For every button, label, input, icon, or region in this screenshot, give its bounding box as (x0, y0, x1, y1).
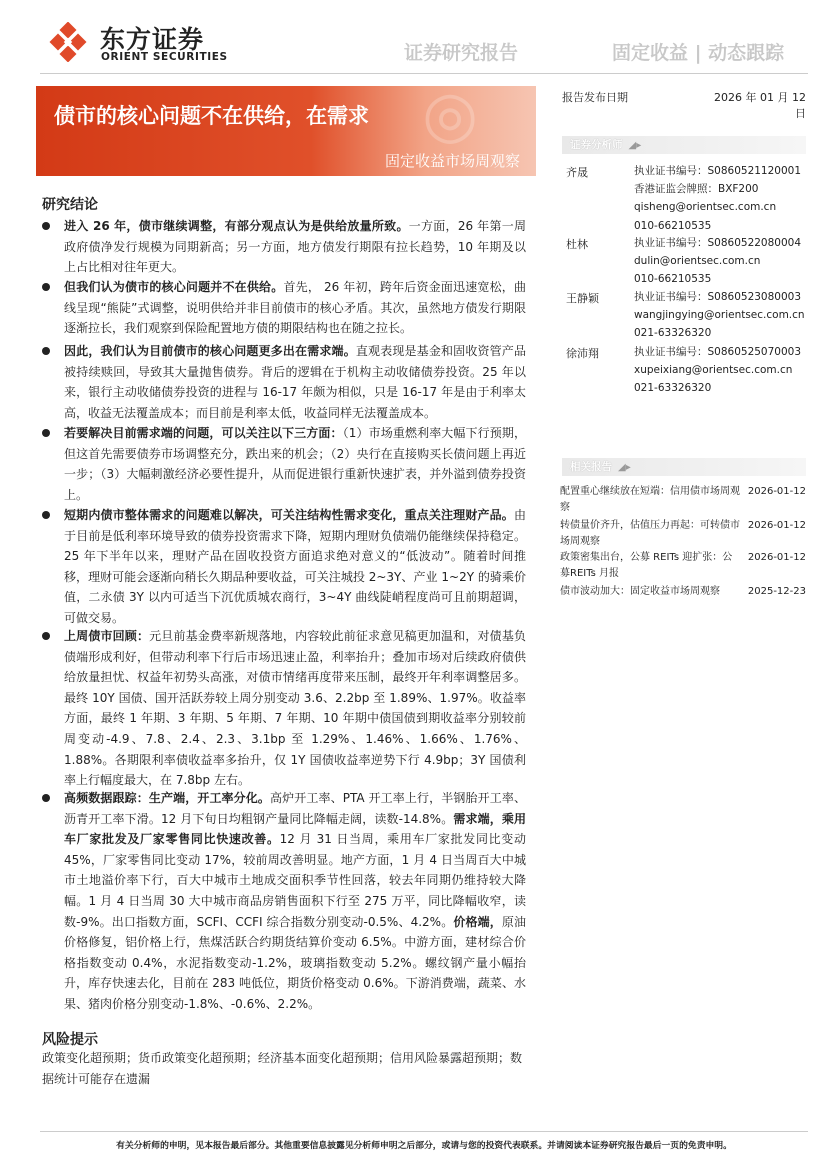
risk-title: 风险提示 (42, 1032, 98, 1048)
analyst-info-line: qisheng@orientsec.com.cn (634, 201, 777, 214)
analyst-name: 王静颖 (566, 292, 599, 305)
paragraph-lead: 高频数据跟踪：生产端，开工率分化。 (64, 791, 271, 805)
related-report-title[interactable]: 转债量价齐升，估值压力再起：可转债市场周观察 (560, 520, 740, 547)
paragraph-text: 12 月 31 日当周，乘用车厂家批发同比变动 45%，厂家零售同比变动 17%，较前周改善明显。地产方面，1 月 4 日当周百大中城市土地溢价率下行，百大中城市土地成交面积季节性回落，较去年同期仍维持较大降幅。1 月 4 日当周 30 大中城市商品房销售面积下行至 275 万平，同比降幅收窄，读数-9%。出口指数方面，SCFI、CCFI 综合指数分别变动-0.5%、4.2%。 (64, 832, 526, 929)
paragraph-text: 原油价格修复，铝价格上行，焦煤活跃合约期货结算价变动 6.5%。中游方面，建材综合价格指数变动 0.4%，水泥指数变动-1.2%，玻璃指数变动 5.2%。螺纹钢产量小幅抬升，库存快速去化，目前在 283 吨低位，期货价格变动 0.6%。下游消费端，蔬菜、水果、猪肉价格分别变动-1.8%、-0.6%、2.2%。 (64, 914, 526, 1011)
paragraph-lead: 价格端， (453, 914, 502, 929)
bullet-icon (42, 632, 50, 640)
analyst-info-line: 香港证监会牌照：BXF200 (634, 183, 759, 196)
paragraph-text: 首先， 26 年初，跨年后资金面迅速宽松，曲线呈现“熊陡”式调整，说明供给并非目前债市的核心矛盾。其次，虽然地方债发行期限逐渐拉长，我们观察到保险配置地方债的期限结构也在随之拉长。 (64, 280, 526, 336)
analyst-info-line: 010-66210535 (634, 273, 712, 286)
paragraph-text: 一方面，26 年第一周政府债净发行规模为同期新高；另一方面，地方债发行期限有拉长趋势，10 年期及以上占比相对往年更大。 (64, 219, 526, 275)
dots-icon: ◢▸ (618, 462, 631, 473)
paragraph-text: 由于目前是低利率环境导致的债券投资需求下降，短期内理财负债端仍能继续保持稳定。25 年下半年以来，理财产品在固收投资方面追求绝对意义的“低波动”。随着时间推移，理财可能会逐渐向稍长久期品种要收益，可关注城投 2~3Y、产业 1~2Y 的骑乘价值，二永债 3Y 以内可适当下沉优质城农商行，3~4Y 曲线陡峭程度尚可且前期超调，可做交易。 (64, 508, 526, 625)
paragraph-text: 直观表现是基金和固收资管产品被持续赎回，导致其大量抛售债券。背后的逻辑在于机构主动收储债券投资。25 年以来，银行主动收储债券投资的进程与 16-17 年颇为相似，只是 16-17 年是由于利率太高，收益无法覆盖成本；而目前是利率太低，收益同样无法覆盖成本。 (64, 344, 526, 420)
analyst-name: 杜林 (566, 238, 588, 251)
paragraph-lead: 若要解决目前需求端的问题，可以关注以下三方面： (64, 426, 343, 440)
dots-icon: ◢▸ (628, 140, 642, 151)
paragraph-lead: 但我们认为债市的核心问题并不在供给。 (64, 280, 284, 294)
related-header-label: 相关报告 (570, 461, 612, 473)
conclusion-paragraph (64, 505, 526, 629)
bullet-icon (42, 283, 50, 291)
analyst-info-line: 021-63326320 (634, 327, 712, 340)
bullet-icon (42, 794, 50, 802)
date-label: 报告发布日期 (562, 91, 628, 104)
related-report-date: 2026-01-12 (747, 552, 806, 563)
conclusion-title: 研究结论 (42, 197, 98, 213)
analyst-info-line: 执业证书编号：S0860521120001 (634, 165, 802, 177)
analyst-info-line: 021-63326320 (634, 382, 712, 395)
banner-decoration: ◎ (422, 86, 478, 152)
analyst-info-line: 执业证书编号：S0860522080004 (634, 237, 802, 249)
conclusion-paragraph (64, 216, 526, 278)
orient-logo-icon (48, 22, 92, 62)
footer-divider (40, 1131, 808, 1132)
paragraph-lead: 上周债市回顾： (64, 629, 150, 643)
conclusion-paragraph (64, 277, 526, 339)
conclusion-paragraph (64, 626, 526, 791)
analysts-header-label: 证券分析师 (570, 139, 623, 151)
bullet-icon (42, 511, 50, 519)
related-report-date: 2026-01-12 (747, 486, 806, 497)
paragraph-text: 高炉开工率、PTA 开工率上行，半钢胎开工率、沥青开工率下滑。12 月下旬日均粗钢产量同比降幅走阔，读数-14.8%。 (64, 791, 526, 826)
paragraph-lead: 因此，我们认为目前债市的核心问题更多出在需求端。 (64, 344, 356, 358)
bullet-icon (42, 429, 50, 437)
bullet-icon (42, 222, 50, 230)
report-title: 债市的核心问题不在供给，在需求 (54, 104, 369, 128)
bullet-icon (42, 347, 50, 355)
paragraph-lead: 需求端，乘用车厂家批发及厂家零售同比快速改善。 (64, 811, 526, 847)
paragraph-lead: 短期内债市整体需求的问题难以解决，可关注结构性需求变化，重点关注理财产品。 (64, 508, 514, 522)
risk-text: 政策变化超预期；货币政策变化超预期；经济基本面变化超预期；信用风险暴露超预期；数据统计可能存在遗漏 (42, 1051, 523, 1086)
related-header (562, 458, 806, 476)
related-report-date: 2026-01-12 (747, 520, 806, 531)
analyst-info-line: 执业证书编号：S0860525070003 (634, 346, 802, 358)
analyst-info-line: 010-66210535 (634, 219, 712, 232)
paragraph-text: 元旦前基金费率新规落地，内容较此前征求意见稿更加温和，对债基负债端形成利好，但带动利率下行后市场迅速止盈，利率抬升；叠加市场对后续政府债供给放量担忧、权益年初势头高涨，对债市情绪再度带来压制，最终开年利率调整居多。最终 10Y 国债、国开活跃券较上周分别变动 3.6、2.2bp 至 1.89%、1.97%。收益率方面，最终 1 年期、3 年期、5 年期、7 年期、10 年期中债国债到期收益率分别较前周变动-4.9、7.8、2.4、2.3、3.1bp 至 1.29%、1.46%、1.66%、1.76%、1.88%。各期限利率债收益率多抬升，仅 1Y 国债收益率逆势下行 4.9bp；3Y 国债利率上行幅度最大，在 7.8bp 左右。 (64, 629, 526, 788)
report-category: 固定收益 | 动态跟踪 (612, 42, 785, 64)
analyst-info-line: 执业证书编号：S0860523080003 (634, 291, 802, 303)
logo-text-en: ORIENT SECURITIES (101, 51, 228, 63)
related-report-date: 2025-12-23 (747, 586, 806, 597)
analyst-info-line: wangjingying@orientsec.com.cn (634, 309, 805, 322)
conclusion-paragraph (64, 341, 526, 423)
paragraph-lead: 进入 26 年，债市继续调整，有部分观点认为是供给放量所致。 (64, 219, 409, 233)
analyst-info-line: dulin@orientsec.com.cn (634, 255, 761, 268)
conclusion-paragraph (64, 423, 526, 505)
header-divider (40, 73, 808, 74)
analyst-name: 徐沛翔 (566, 347, 599, 360)
logo-text-cn: 东方证券 (100, 25, 205, 54)
report-subtitle: 固定收益市场周观察 (384, 152, 520, 170)
report-type: 证券研究报告 (404, 42, 519, 64)
title-banner (36, 86, 536, 176)
conclusion-paragraph (64, 788, 526, 1015)
related-report-title[interactable]: 债市波动加大：固定收益市场周观察 (560, 586, 720, 597)
related-report-title[interactable]: 配置重心继续放在短端：信用债市场周观察 (560, 486, 740, 513)
analyst-name: 齐晟 (566, 166, 588, 179)
related-report-title[interactable]: 政策密集出台，公募 REITs 迎扩张：公募REITs 月报 (560, 552, 733, 579)
analysts-header (562, 136, 806, 154)
paragraph-text: （1）市场重燃利率大幅下行预期，但这首先需要债券市场调整充分，跌出来的机会；（2）央行在直接购买长债问题上再近一步；（3）大幅刺激经济必要性提升，从而促进银行重新快速扩表，并外溢到债券投资上。 (64, 426, 526, 502)
date-value: 2026 年 01 月 12 日 (714, 91, 806, 120)
footer-disclaimer: 有关分析师的申明，见本报告最后部分。其他重要信息披露见分析师申明之后部分，或请与您的投资代表联系。并请阅读本证券研究报告最后一页的免责申明。 (116, 1141, 732, 1151)
analyst-info-line: xupeixiang@orientsec.com.cn (634, 364, 793, 377)
